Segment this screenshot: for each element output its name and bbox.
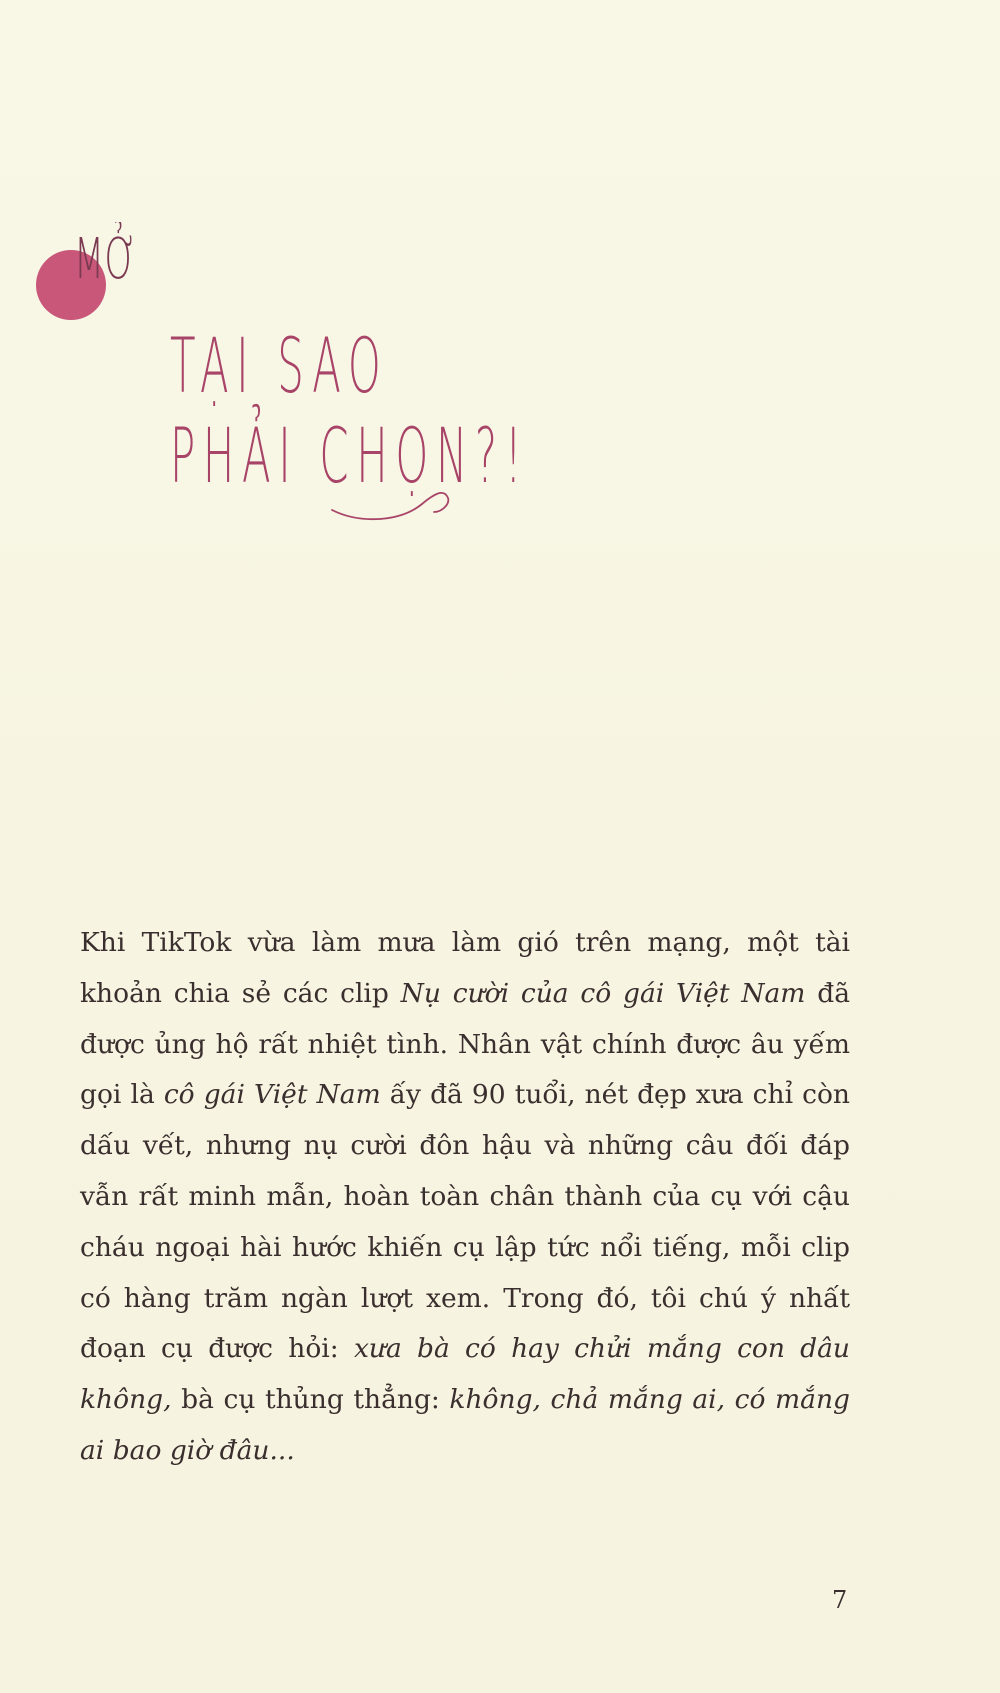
chapter-label: MỞ xyxy=(74,227,138,292)
page-number: 7 xyxy=(832,1586,848,1614)
body-segment-italic: cô gái Việt Nam xyxy=(163,1079,381,1111)
title-swash-ornament xyxy=(330,490,470,540)
chapter-title-line-1: TẠI SAO xyxy=(170,321,389,410)
body-segment-italic: Nụ cười của cô gái Việt Nam xyxy=(400,977,806,1009)
body-segment: đã được ủng hộ rất nhiệt tình. Nhân vật chính được âu yếm gọi là xyxy=(80,977,850,1111)
body-segment: bà cụ thủng thẳng: xyxy=(171,1384,450,1416)
body-paragraph xyxy=(80,918,850,1477)
body-segment-italic: không, chả mắng ai, có mắng ai bao giờ đâu... xyxy=(80,1384,850,1466)
body-segment-italic: xưa bà có hay chửi mắng con dâu không, xyxy=(80,1333,851,1416)
body-segment: Khi TikTok vừa làm mưa làm gió trên mạng, một tài khoản chia sẻ các clip xyxy=(80,927,850,1009)
body-segment: ấy đã 90 tuổi, nét đẹp xưa chỉ còn dấu vết, nhưng nụ cười đôn hậu và những câu đối đáp vẫn rất minh mẫn, hoàn toàn chân thành của cụ với cậu cháu ngoại hài hước khiến cụ lập tức nổi tiếng, mỗi clip có hàng trăm ngàn lượt xem. Trong đó, tôi chú ý nhất đoạn cụ được hỏi: xyxy=(80,1079,851,1365)
chapter-title-line-2: PHẢI CHỌN?! xyxy=(170,411,530,500)
